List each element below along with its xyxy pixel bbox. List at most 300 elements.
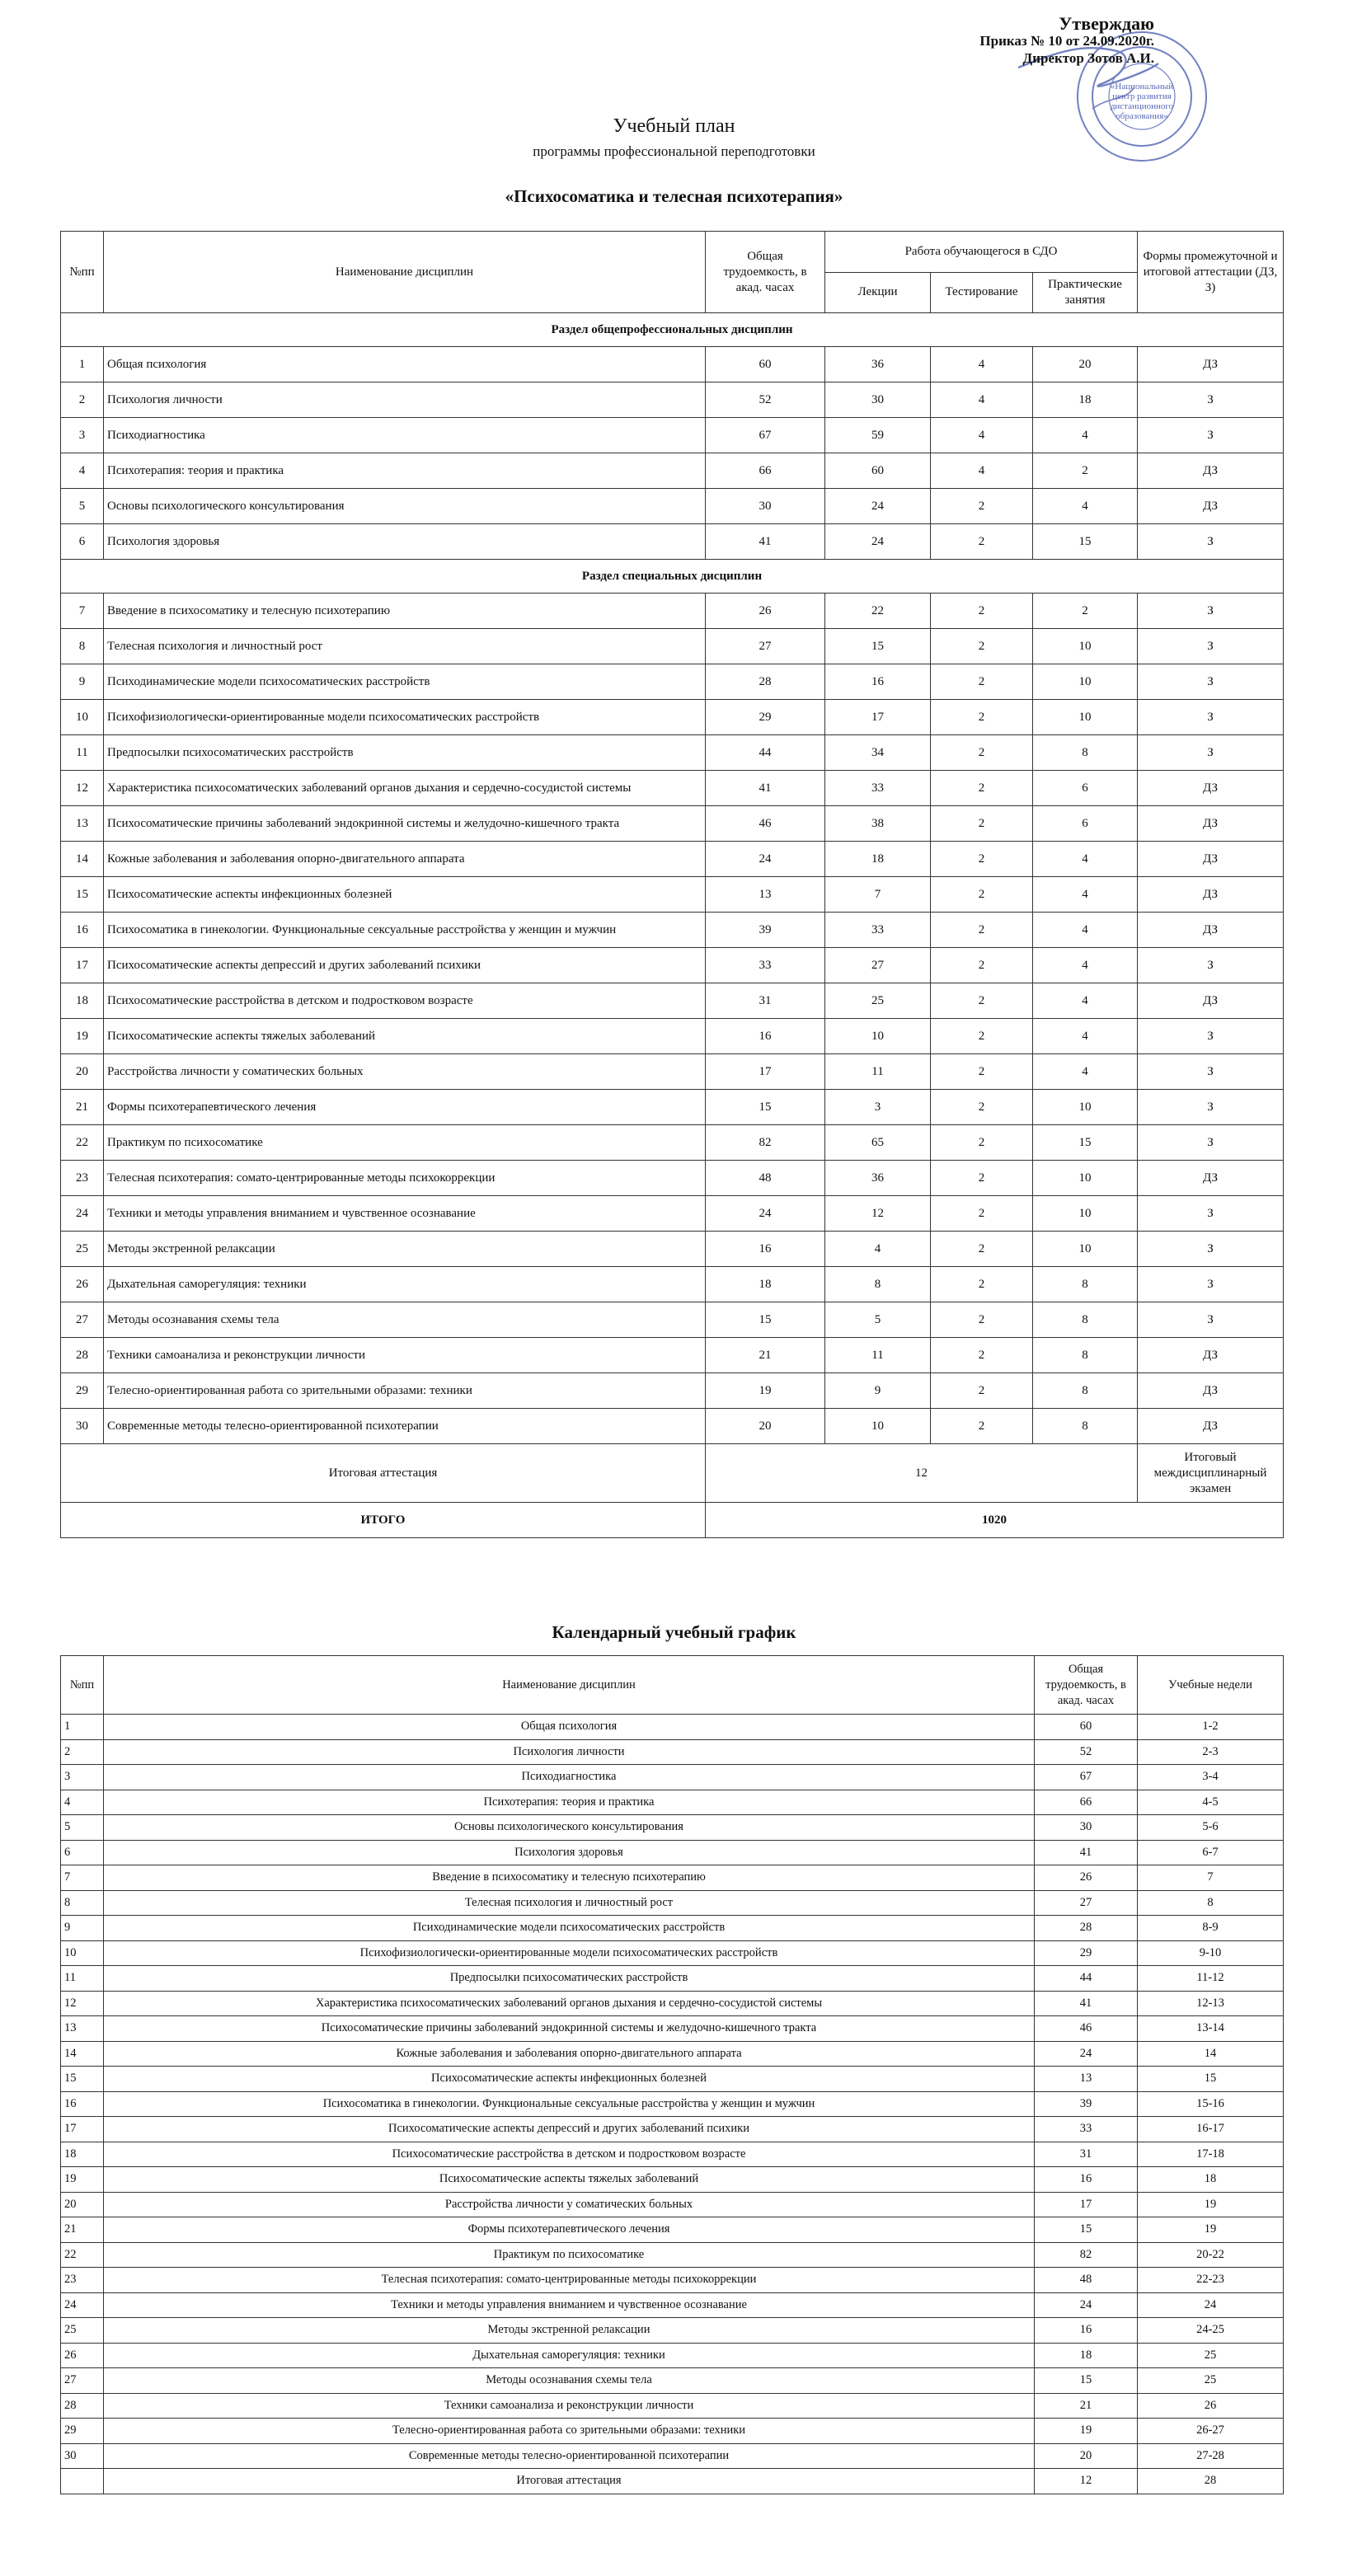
study-weeks: 26-27	[1138, 2419, 1284, 2444]
row-num: 3	[61, 1765, 104, 1790]
total-hours: 67	[706, 418, 825, 453]
row-num: 1	[61, 347, 104, 382]
row-num: 4	[61, 453, 104, 489]
practice-hours: 6	[1033, 771, 1138, 806]
total-hours: 33	[1035, 2117, 1138, 2142]
total-hours: 12	[1035, 2469, 1138, 2494]
testing-hours: 2	[931, 1267, 1033, 1302]
table-row	[61, 1991, 1284, 2016]
svg-text:образования»: образования»	[1116, 111, 1168, 121]
total-hours: 13	[706, 877, 825, 913]
total-hours: 31	[1035, 2142, 1138, 2167]
table-row	[61, 2368, 1284, 2394]
total-hours: 82	[1035, 2242, 1138, 2268]
row-num: 24	[61, 2292, 104, 2318]
practice-hours: 4	[1033, 489, 1138, 524]
attestation-form: З	[1138, 524, 1284, 560]
total-hours: 17	[706, 1054, 825, 1090]
total-hours: 24	[1035, 2292, 1138, 2318]
row-num: 11	[61, 735, 104, 771]
row-num: 11	[61, 1966, 104, 1992]
row-num: 16	[61, 913, 104, 948]
row-num: 2	[61, 1739, 104, 1765]
discipline-name: Основы психологического консультирования	[104, 1815, 1035, 1841]
row-num: 22	[61, 1125, 104, 1161]
lecture-hours: 27	[825, 948, 931, 983]
lecture-hours: 17	[825, 700, 931, 735]
discipline-name: Психодинамические модели психосоматических расстройств	[104, 664, 706, 700]
practice-hours: 15	[1033, 524, 1138, 560]
testing-hours: 2	[931, 1302, 1033, 1338]
discipline-name: Методы осознавания схемы тела	[104, 2368, 1035, 2394]
testing-hours: 2	[931, 1338, 1033, 1373]
row-num: 20	[61, 1054, 104, 1090]
row-num: 14	[61, 842, 104, 877]
discipline-name: Кожные заболевания и заболевания опорно-двигательного аппарата	[104, 2041, 1035, 2067]
study-weeks: 13-14	[1138, 2016, 1284, 2042]
row-num: 20	[61, 2192, 104, 2217]
discipline-name: Психофизиологически-ориентированные модели психосоматических расстройств	[104, 1940, 1035, 1966]
practice-hours: 18	[1033, 382, 1138, 418]
table-row	[61, 1054, 1284, 1090]
row-num: 6	[61, 1840, 104, 1865]
row-num: 5	[61, 1815, 104, 1841]
approval-block	[824, 15, 1154, 67]
total-hours: 16	[706, 1019, 825, 1054]
discipline-name: Введение в психосоматику и телесную психотерапию	[104, 1865, 1035, 1891]
testing-hours: 2	[931, 1373, 1033, 1409]
study-weeks: 17-18	[1138, 2142, 1284, 2167]
total-hours: 26	[1035, 1865, 1138, 1891]
row-num: 30	[61, 1409, 104, 1444]
row-num: 8	[61, 1890, 104, 1916]
lecture-hours: 18	[825, 842, 931, 877]
practice-hours: 6	[1033, 806, 1138, 842]
row-num: 5	[61, 489, 104, 524]
testing-hours: 2	[931, 1019, 1033, 1054]
testing-hours: 2	[931, 771, 1033, 806]
svg-text:«Национальный: «Национальный	[1110, 82, 1174, 91]
total-hours: 13	[1035, 2067, 1138, 2092]
total-hours: 24	[1035, 2041, 1138, 2067]
study-weeks: 15-16	[1138, 2091, 1284, 2117]
table-row	[61, 1840, 1284, 1865]
row-num: 26	[61, 2343, 104, 2368]
testing-hours: 2	[931, 735, 1033, 771]
total-hours: 48	[1035, 2268, 1138, 2293]
attestation-form: ДЗ	[1138, 913, 1284, 948]
practice-hours: 10	[1033, 664, 1138, 700]
study-weeks: 26	[1138, 2393, 1284, 2419]
table-row	[61, 524, 1284, 560]
discipline-name: Психотерапия: теория и практика	[104, 453, 706, 489]
table-row	[61, 771, 1284, 806]
plan-title: Учебный план	[613, 115, 735, 137]
discipline-name: Техники самоанализа и реконструкции личности	[104, 1338, 706, 1373]
study-weeks: 28	[1138, 2469, 1284, 2494]
study-weeks: 7	[1138, 1865, 1284, 1891]
attestation-form: ДЗ	[1138, 453, 1284, 489]
attestation-form: ДЗ	[1138, 1161, 1284, 1196]
discipline-name: Телесная психология и личностный рост	[104, 1890, 1035, 1916]
practice-hours: 8	[1033, 1338, 1138, 1373]
practice-hours: 4	[1033, 842, 1138, 877]
total-hours: 52	[1035, 1739, 1138, 1765]
table-row	[61, 1409, 1284, 1444]
discipline-name: Психосоматические аспекты тяжелых заболеваний	[104, 2167, 1035, 2193]
testing-hours: 2	[931, 1196, 1033, 1232]
lecture-hours: 7	[825, 877, 931, 913]
discipline-name: Методы экстренной релаксации	[104, 1232, 706, 1267]
study-weeks: 24	[1138, 2292, 1284, 2318]
total-hours: 30	[706, 489, 825, 524]
table-row	[61, 1302, 1284, 1338]
row-num: 13	[61, 2016, 104, 2042]
table-row	[61, 1940, 1284, 1966]
table-row	[61, 1890, 1284, 1916]
program-title: «Психосоматика и телесная психотерапия»	[505, 186, 843, 206]
lecture-hours: 24	[825, 524, 931, 560]
total-hours: 46	[706, 806, 825, 842]
table-row	[61, 983, 1284, 1019]
discipline-name: Итоговая аттестация	[104, 2469, 1035, 2494]
study-weeks: 5-6	[1138, 1815, 1284, 1841]
total-hours: 15	[706, 1090, 825, 1125]
lecture-hours: 59	[825, 418, 931, 453]
discipline-name: Характеристика психосоматических заболеваний органов дыхания и сердечно-сосудистой системы	[104, 1991, 1035, 2016]
total-hours: 24	[706, 1196, 825, 1232]
header-name: Наименование дисциплин	[104, 232, 706, 313]
table-row	[61, 1090, 1284, 1125]
row-num: 22	[61, 2242, 104, 2268]
testing-hours: 4	[931, 418, 1033, 453]
row-num: 19	[61, 1019, 104, 1054]
row-num: 1	[61, 1715, 104, 1740]
row-num: 19	[61, 2167, 104, 2193]
row-num: 8	[61, 629, 104, 664]
discipline-name: Техники и методы управления вниманием и чувственное осознавание	[104, 2292, 1035, 2318]
testing-hours: 2	[931, 594, 1033, 629]
header-hours: Общая трудоемкость, в акад. часах	[706, 232, 825, 313]
discipline-name: Расстройства личности у соматических больных	[104, 1054, 706, 1090]
total-hours: 41	[1035, 1991, 1138, 2016]
row-num: 7	[61, 594, 104, 629]
approval-director: Директор Зотов А.И.	[1022, 50, 1154, 66]
table-row	[61, 2067, 1284, 2092]
lecture-hours: 33	[825, 913, 931, 948]
practice-hours: 10	[1033, 1196, 1138, 1232]
table-row	[61, 2167, 1284, 2193]
discipline-name: Предпосылки психосоматических расстройств	[104, 1966, 1035, 1992]
table-row	[61, 735, 1284, 771]
testing-hours: 2	[931, 489, 1033, 524]
discipline-name: Техники и методы управления вниманием и чувственное осознавание	[104, 1196, 706, 1232]
discipline-name: Введение в психосоматику и телесную психотерапию	[104, 594, 706, 629]
discipline-name: Практикум по психосоматике	[104, 1125, 706, 1161]
discipline-name: Психосоматика в гинекологии. Функциональные сексуальные расстройства у женщин и мужчин	[104, 2091, 1035, 2117]
table-row	[61, 2091, 1284, 2117]
row-num: 28	[61, 2393, 104, 2419]
attestation-form: З	[1138, 1054, 1284, 1090]
total-hours: 30	[1035, 1815, 1138, 1841]
total-hours: 66	[706, 453, 825, 489]
study-weeks: 25	[1138, 2368, 1284, 2394]
row-num: 15	[61, 2067, 104, 2092]
discipline-name: Дыхательная саморегуляция: техники	[104, 1267, 706, 1302]
table-row	[61, 2318, 1284, 2344]
testing-hours: 2	[931, 983, 1033, 1019]
row-num: 10	[61, 1940, 104, 1966]
section-general: Раздел общепрофессиональных дисциплин	[61, 313, 1284, 347]
testing-hours: 2	[931, 1054, 1033, 1090]
total-hours: 46	[1035, 2016, 1138, 2042]
row-num: 29	[61, 1373, 104, 1409]
study-plan-table	[60, 231, 1284, 1538]
study-weeks: 25	[1138, 2343, 1284, 2368]
row-num: 25	[61, 1232, 104, 1267]
discipline-name: Практикум по психосоматике	[104, 2242, 1035, 2268]
total-hours: 44	[706, 735, 825, 771]
discipline-name: Психодинамические модели психосоматических расстройств	[104, 1916, 1035, 1941]
total-hours: 21	[706, 1338, 825, 1373]
study-weeks: 2-3	[1138, 1739, 1284, 1765]
practice-hours: 4	[1033, 983, 1138, 1019]
discipline-name: Психодиагностика	[104, 1765, 1035, 1790]
discipline-name: Современные методы телесно-ориентированной психотерапии	[104, 2443, 1035, 2469]
row-num: 28	[61, 1338, 104, 1373]
attestation-form: З	[1138, 629, 1284, 664]
cal-header-name: Наименование дисциплин	[104, 1656, 1035, 1715]
approval-order: Приказ № 10 от 24.09.2020г.	[979, 33, 1154, 49]
total-hours: 16	[706, 1232, 825, 1267]
table-row	[61, 2192, 1284, 2217]
svg-text:дистанционного: дистанционного	[1110, 101, 1174, 111]
row-num: 10	[61, 700, 104, 735]
lecture-hours: 24	[825, 489, 931, 524]
table-row	[61, 594, 1284, 629]
study-weeks: 27-28	[1138, 2443, 1284, 2469]
row-num	[61, 2469, 104, 2494]
table-row	[61, 842, 1284, 877]
study-weeks: 8-9	[1138, 1916, 1284, 1941]
testing-hours: 2	[931, 913, 1033, 948]
testing-hours: 2	[931, 629, 1033, 664]
row-num: 23	[61, 2268, 104, 2293]
lecture-hours: 16	[825, 664, 931, 700]
row-num: 17	[61, 2117, 104, 2142]
testing-hours: 2	[931, 524, 1033, 560]
practice-hours: 10	[1033, 1232, 1138, 1267]
discipline-name: Предпосылки психосоматических расстройств	[104, 735, 706, 771]
table-row	[61, 2343, 1284, 2368]
total-hours: 67	[1035, 1765, 1138, 1790]
table-row	[61, 1125, 1284, 1161]
cal-header-weeks: Учебные недели	[1138, 1656, 1284, 1715]
row-num: 26	[61, 1267, 104, 1302]
practice-hours: 8	[1033, 1409, 1138, 1444]
attestation-form: З	[1138, 1019, 1284, 1054]
table-row	[61, 2142, 1284, 2167]
total-hours: 39	[706, 913, 825, 948]
discipline-name: Кожные заболевания и заболевания опорно-двигательного аппарата	[104, 842, 706, 877]
total-hours: 28	[1035, 1916, 1138, 1941]
discipline-name: Телесно-ориентированная работа со зрительными образами: техники	[104, 2419, 1035, 2444]
study-weeks: 24-25	[1138, 2318, 1284, 2344]
study-weeks: 22-23	[1138, 2268, 1284, 2293]
discipline-name: Общая психология	[104, 347, 706, 382]
table-row	[61, 2443, 1284, 2469]
testing-hours: 4	[931, 347, 1033, 382]
final-attestation-form: Итоговый междисциплинарный экзамен	[1138, 1444, 1284, 1503]
total-hours: 31	[706, 983, 825, 1019]
discipline-name: Психосоматические расстройства в детском и подростковом возрасте	[104, 983, 706, 1019]
total-hours: 19	[1035, 2419, 1138, 2444]
attestation-form: З	[1138, 1196, 1284, 1232]
study-weeks: 4-5	[1138, 1790, 1284, 1815]
practice-hours: 4	[1033, 1019, 1138, 1054]
lecture-hours: 11	[825, 1054, 931, 1090]
approval-heading: Утверждаю	[1059, 13, 1154, 34]
study-weeks: 1-2	[1138, 1715, 1284, 1740]
lecture-hours: 60	[825, 453, 931, 489]
practice-hours: 4	[1033, 877, 1138, 913]
final-attestation-label: Итоговая аттестация	[61, 1444, 706, 1503]
table-row	[61, 1966, 1284, 1992]
discipline-name: Характеристика психосоматических заболеваний органов дыхания и сердечно-сосудистой системы	[104, 771, 706, 806]
practice-hours: 15	[1033, 1125, 1138, 1161]
total-hours: 20	[706, 1409, 825, 1444]
study-weeks: 15	[1138, 2067, 1284, 2092]
testing-hours: 2	[931, 877, 1033, 913]
header-testing: Тестирование	[931, 272, 1033, 313]
total-hours: 16	[1035, 2318, 1138, 2344]
table-row	[61, 1338, 1284, 1373]
table-row	[61, 1865, 1284, 1891]
discipline-name: Психотерапия: теория и практика	[104, 1790, 1035, 1815]
discipline-name: Телесная психология и личностный рост	[104, 629, 706, 664]
table-row	[61, 2217, 1284, 2243]
attestation-form: З	[1138, 418, 1284, 453]
testing-hours: 2	[931, 1232, 1033, 1267]
study-weeks: 9-10	[1138, 1940, 1284, 1966]
row-num: 4	[61, 1790, 104, 1815]
testing-hours: 4	[931, 382, 1033, 418]
total-hours: 33	[706, 948, 825, 983]
lecture-hours: 30	[825, 382, 931, 418]
table-row	[61, 948, 1284, 983]
discipline-name: Расстройства личности у соматических больных	[104, 2192, 1035, 2217]
lecture-hours: 12	[825, 1196, 931, 1232]
table-row	[61, 2041, 1284, 2067]
discipline-name: Общая психология	[104, 1715, 1035, 1740]
attestation-form: ДЗ	[1138, 1373, 1284, 1409]
attestation-form: З	[1138, 664, 1284, 700]
study-weeks: 19	[1138, 2217, 1284, 2243]
total-hours: 29	[1035, 1940, 1138, 1966]
row-num: 7	[61, 1865, 104, 1891]
table-row	[61, 2292, 1284, 2318]
lecture-hours: 38	[825, 806, 931, 842]
discipline-name: Психосоматические причины заболеваний эндокринной системы и желудочно-кишечного тракта	[104, 806, 706, 842]
table-row	[61, 1739, 1284, 1765]
table-row	[61, 418, 1284, 453]
row-num: 3	[61, 418, 104, 453]
table-row	[61, 1267, 1284, 1302]
calendar-table	[60, 1655, 1284, 2494]
attestation-form: ДЗ	[1138, 1338, 1284, 1373]
study-weeks: 12-13	[1138, 1991, 1284, 2016]
lecture-hours: 8	[825, 1267, 931, 1302]
total-hours: 27	[1035, 1890, 1138, 1916]
testing-hours: 2	[931, 1125, 1033, 1161]
table-row	[61, 1373, 1284, 1409]
practice-hours: 10	[1033, 1161, 1138, 1196]
header-sdo: Работа обучающегося в СДО	[825, 232, 1138, 273]
attestation-form: ДЗ	[1138, 771, 1284, 806]
total-hours: 41	[706, 771, 825, 806]
attestation-form: З	[1138, 735, 1284, 771]
practice-hours: 8	[1033, 1373, 1138, 1409]
discipline-name: Психология личности	[104, 382, 706, 418]
study-weeks: 8	[1138, 1890, 1284, 1916]
study-weeks: 6-7	[1138, 1840, 1284, 1865]
study-weeks: 14	[1138, 2041, 1284, 2067]
total-hours: 21	[1035, 2393, 1138, 2419]
lecture-hours: 10	[825, 1409, 931, 1444]
table-row	[61, 2242, 1284, 2268]
table-row	[61, 1019, 1284, 1054]
discipline-name: Современные методы телесно-ориентированной психотерапии	[104, 1409, 706, 1444]
table-row	[61, 1232, 1284, 1267]
attestation-form: ДЗ	[1138, 1409, 1284, 1444]
row-num: 18	[61, 983, 104, 1019]
attestation-form: З	[1138, 594, 1284, 629]
table-row	[61, 2393, 1284, 2419]
practice-hours: 10	[1033, 1090, 1138, 1125]
attestation-form: З	[1138, 1302, 1284, 1338]
discipline-name: Психосоматика в гинекологии. Функциональные сексуальные расстройства у женщин и мужчин	[104, 913, 706, 948]
row-num: 12	[61, 1991, 104, 2016]
header-practice: Практические занятия	[1033, 272, 1138, 313]
practice-hours: 8	[1033, 1267, 1138, 1302]
testing-hours: 2	[931, 842, 1033, 877]
total-hours: 1020	[706, 1503, 1284, 1538]
svg-text:центр развития: центр развития	[1112, 91, 1172, 101]
table-row	[61, 1161, 1284, 1196]
lecture-hours: 33	[825, 771, 931, 806]
final-attestation-hours: 12	[706, 1444, 1138, 1503]
discipline-name: Психосоматические расстройства в детском и подростковом возрасте	[104, 2142, 1035, 2167]
practice-hours: 4	[1033, 913, 1138, 948]
row-num: 6	[61, 524, 104, 560]
practice-hours: 4	[1033, 1054, 1138, 1090]
discipline-name: Психосоматические аспекты тяжелых заболеваний	[104, 1019, 706, 1054]
header-num: №пп	[61, 232, 104, 313]
attestation-form: ДЗ	[1138, 806, 1284, 842]
attestation-form: З	[1138, 382, 1284, 418]
lecture-hours: 10	[825, 1019, 931, 1054]
row-num: 12	[61, 771, 104, 806]
table-row	[61, 2268, 1284, 2293]
total-hours: 26	[706, 594, 825, 629]
testing-hours: 2	[931, 700, 1033, 735]
study-weeks: 18	[1138, 2167, 1284, 2193]
table-row	[61, 347, 1284, 382]
testing-hours: 2	[931, 1409, 1033, 1444]
total-hours: 18	[1035, 2343, 1138, 2368]
cal-header-hours: Общая трудоемкость, в акад. часах	[1035, 1656, 1138, 1715]
practice-hours: 4	[1033, 948, 1138, 983]
